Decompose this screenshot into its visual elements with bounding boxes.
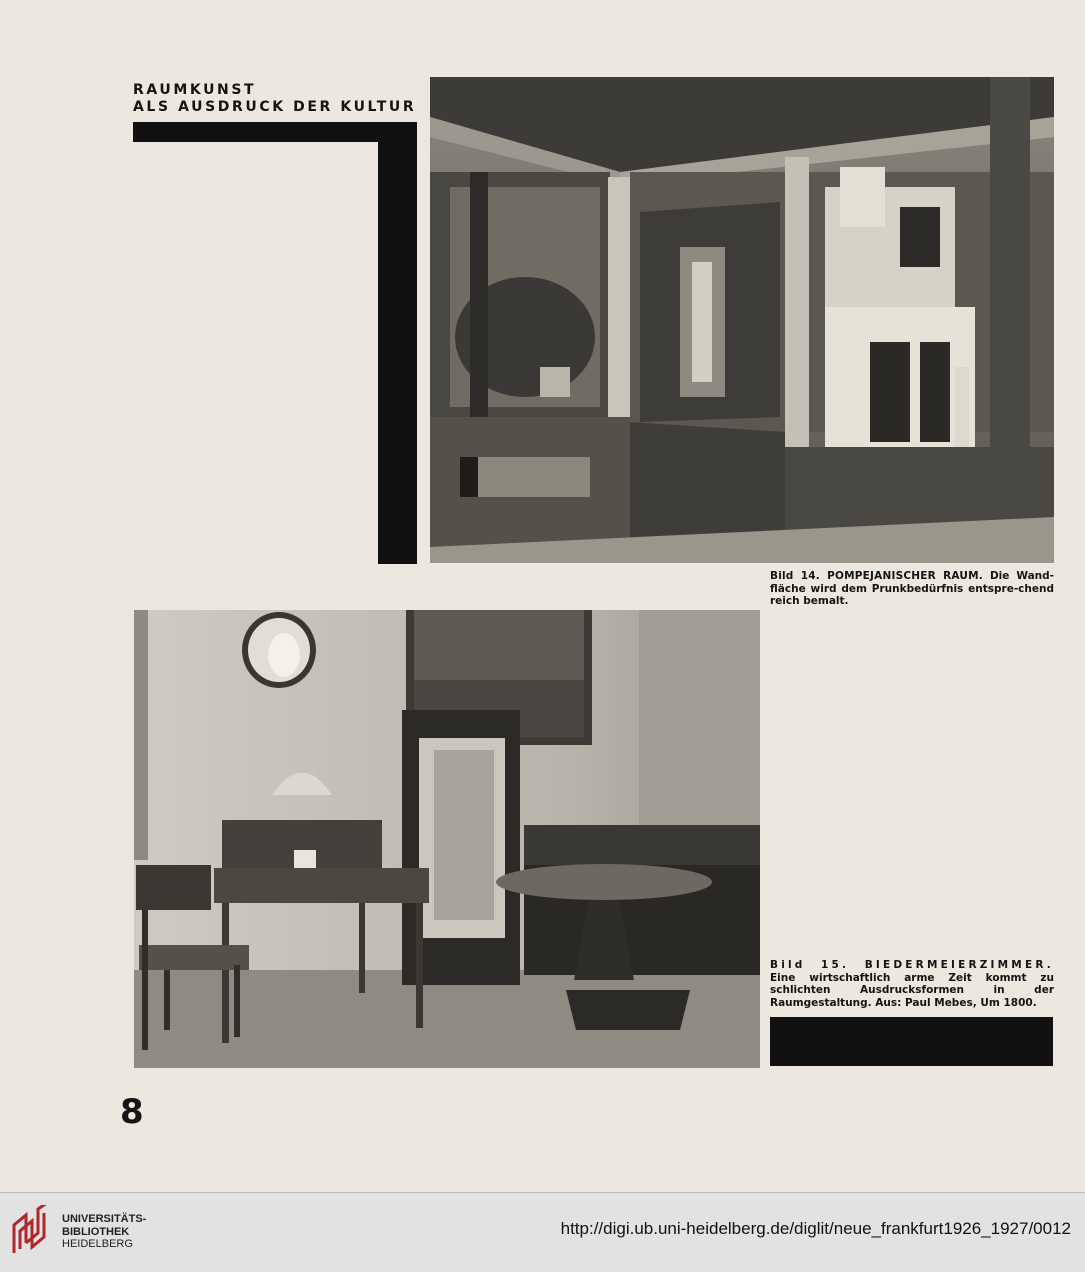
caption-figure-14 xyxy=(770,570,1054,608)
permalink-url[interactable]: http://digi.ub.uni-heidelberg.de/diglit/neue_frankfurt1926_1927/0012 xyxy=(560,1219,1071,1238)
library-name-line-2: BIBLIOTHEK xyxy=(62,1225,130,1238)
heading-rule-vertical xyxy=(378,142,417,564)
caption-rule-block xyxy=(770,1017,1053,1066)
caption-14-title: Bild 14. POMPEJANISCHER RAUM. xyxy=(770,570,983,582)
library-name-line-1: UNIVERSITÄTS- xyxy=(62,1213,147,1225)
page-number: 8 xyxy=(120,1092,144,1132)
photo-biedermeier-room xyxy=(134,610,760,1068)
caption-15-text: Eine wirtschaftlich arme Zeit kommt zu schlichten Ausdrucksformen in der Raumgestaltung. Aus: Paul Mebes, Um 1800. xyxy=(770,971,1054,1009)
section-heading xyxy=(133,82,416,116)
library-name xyxy=(62,1213,146,1251)
library-logo-icon xyxy=(10,1205,54,1257)
heading-line-1: RAUMKUNST xyxy=(133,82,257,98)
caption-14-text: Die Wand‐fläche wird dem Prunkbedürfnis entspre‐chend reich bemalt. xyxy=(770,570,1055,607)
photo-pompeian-room xyxy=(430,77,1054,563)
caption-15-title: Bild 15. BIEDERMEIERZIMMER. xyxy=(770,959,1054,971)
caption-figure-15 xyxy=(770,959,1054,1009)
heading-rule-horizontal xyxy=(133,122,417,142)
library-name-line-3: HEIDELBERG xyxy=(62,1238,133,1250)
viewer-footer xyxy=(0,1192,1085,1272)
heading-line-2: ALS AUSDRUCK DER KULTUR xyxy=(133,99,417,115)
